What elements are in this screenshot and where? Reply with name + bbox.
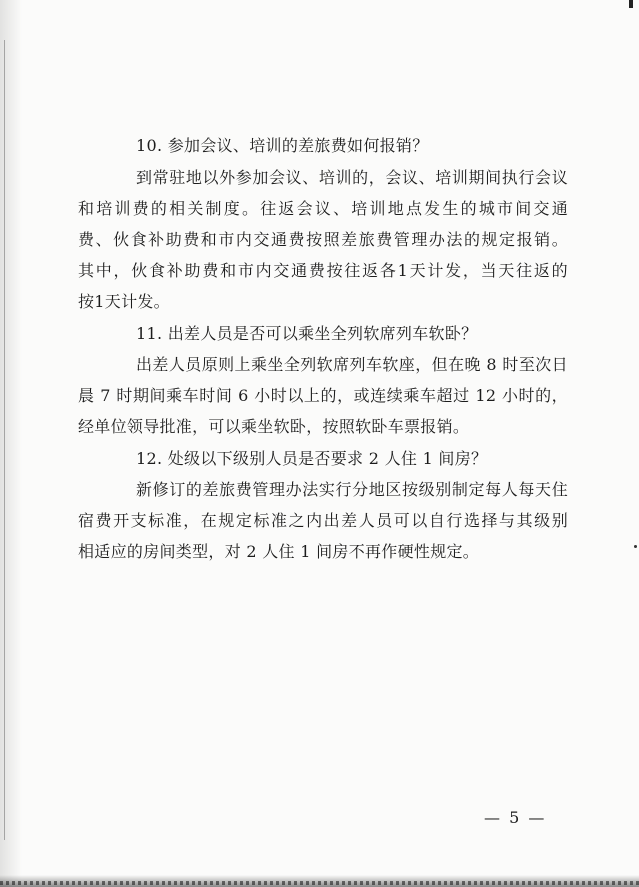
answer-10-line-3: 费、伙食补助费和市内交通费按照差旅费管理办法的规定报销。 [78, 230, 568, 249]
answer-10-line-4: 其中，伙食补助费和市内交通费按往返各1天计发，当天往返的 [78, 261, 568, 280]
question-12-heading: 12. 处级以下级别人员是否要求 2 人住 1 间房？ [136, 449, 488, 468]
answer-11-line-2: 晨 7 时期间乘车时间 6 小时以上的，或连续乘车超过 12 小时的， [78, 386, 568, 405]
answer-11-line-3: 经单位领导批准，可以乘坐软卧，按照软卧车票报销。 [78, 417, 470, 436]
answer-11-line-1: 出差人员原则上乘坐全列软席列车软座，但在晚 8 时至次日 [136, 355, 568, 374]
answer-12-line-2: 宿费开支标准，在规定标准之内出差人员可以自行选择与其级别 [78, 511, 568, 530]
question-11-heading: 11. 出差人员是否可以乘坐全列软席列车软卧？ [136, 324, 478, 343]
scan-corner-mark [629, 0, 633, 8]
question-10-heading: 10. 参加会议、培训的差旅费如何报销？ [136, 136, 429, 155]
answer-12-line-1: 新修订的差旅费管理办法实行分地区按级别制定每人每天住 [136, 480, 568, 499]
page-number: — 5 — [484, 808, 547, 827]
scan-edge-line [4, 40, 5, 840]
answer-10-line-5: 按1天计发。 [78, 292, 170, 311]
answer-12-line-3: 相适应的房间类型，对 2 人住 1 间房不再作硬性规定。 [78, 542, 480, 561]
answer-10-line-1: 到常驻地以外参加会议、培训的，会议、培训期间执行会议 [136, 168, 568, 187]
scan-speck [634, 545, 637, 548]
answer-10-line-2: 和培训费的相关制度。往返会议、培训地点发生的城市间交通 [78, 199, 568, 218]
scan-edge-bottom-noise [0, 881, 639, 885]
